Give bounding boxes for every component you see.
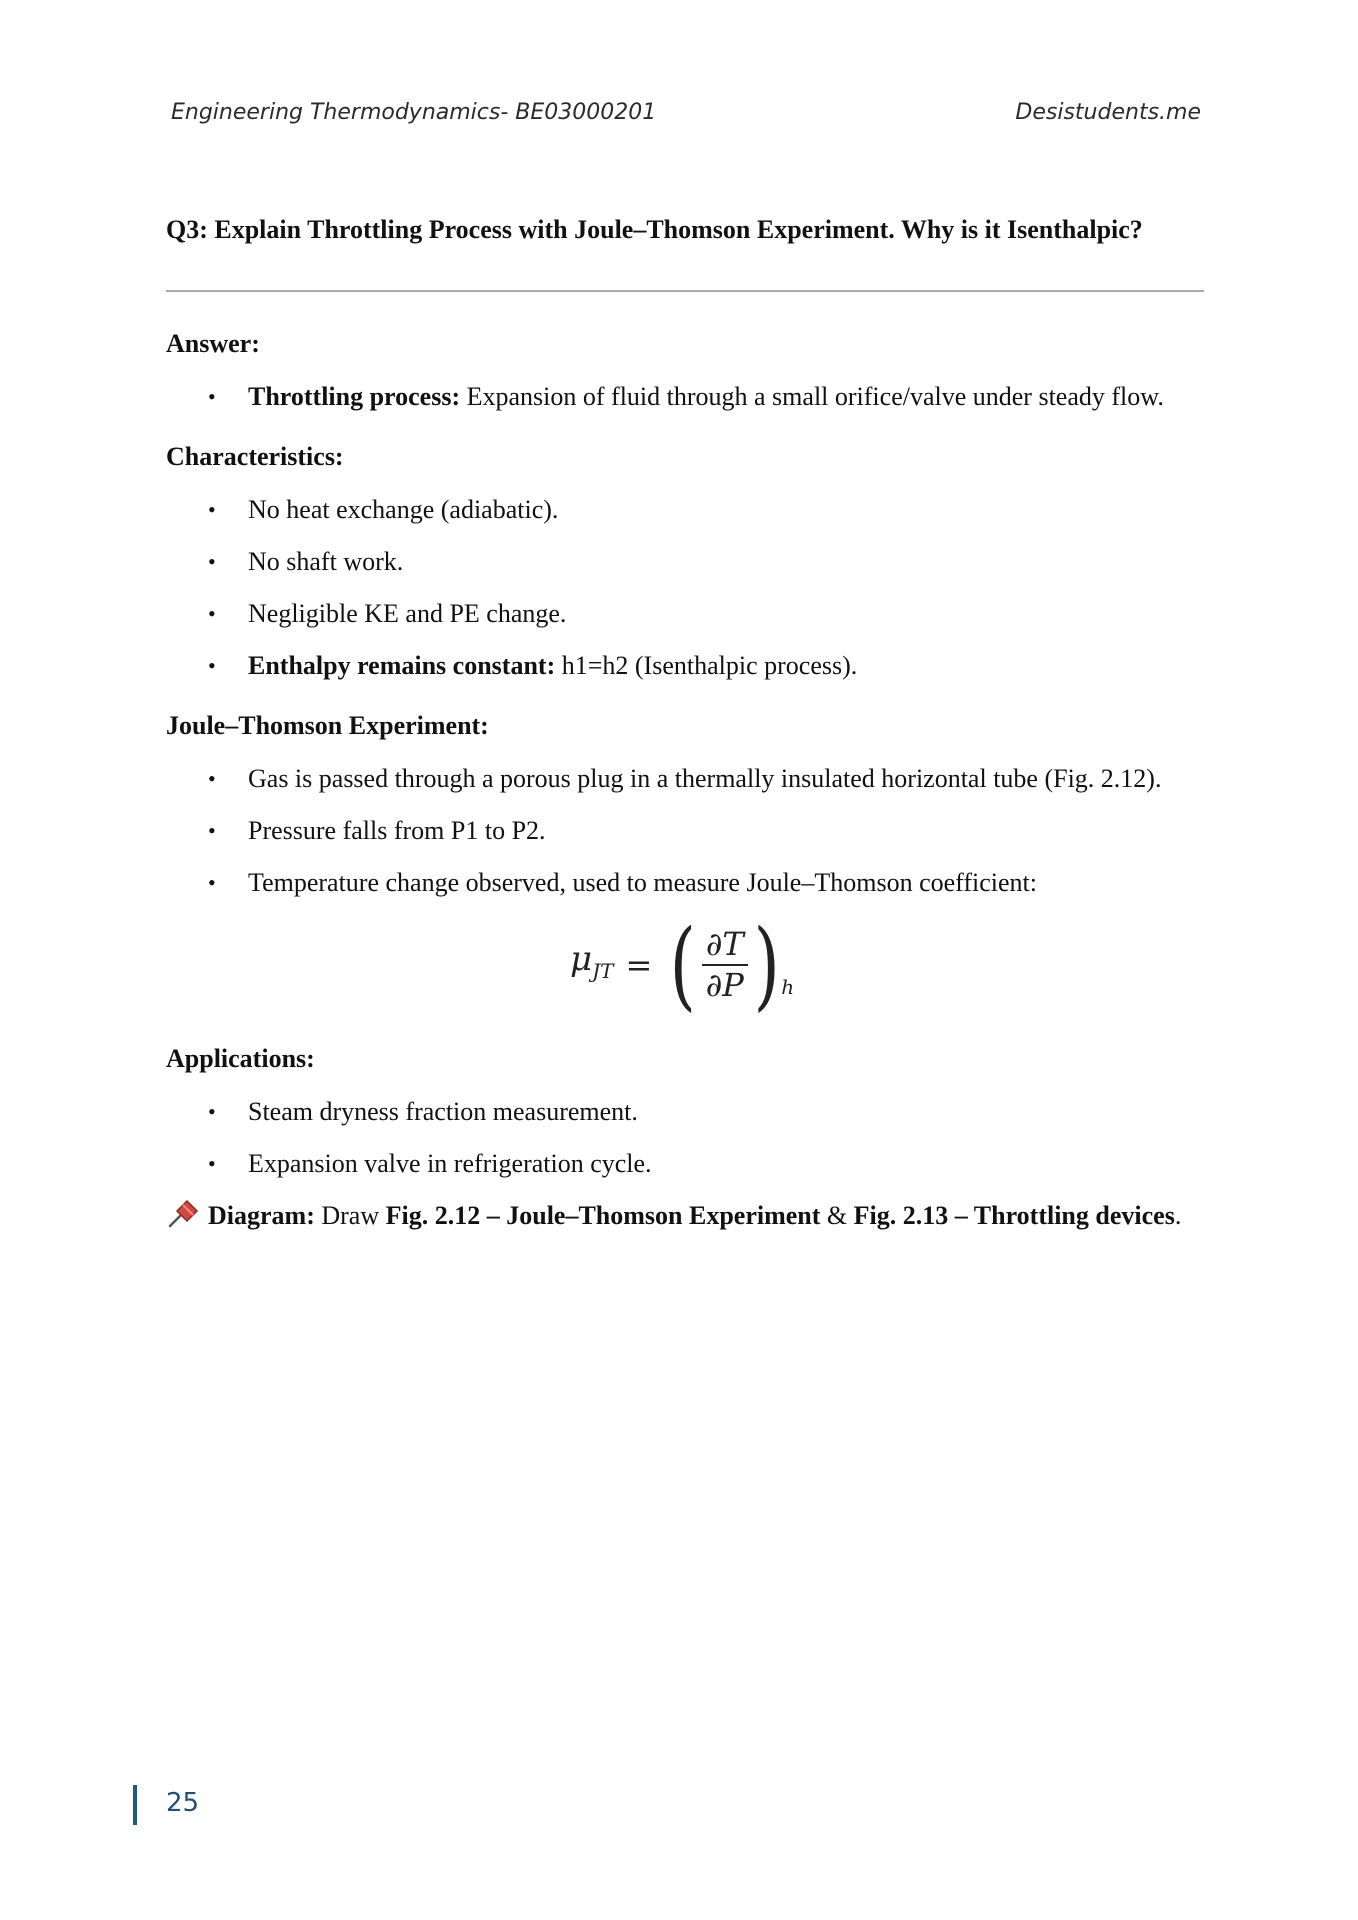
experiment-heading: Joule–Thomson Experiment: — [166, 711, 489, 740]
experiment-list — [166, 761, 1206, 900]
list-item — [166, 865, 1206, 900]
document-body — [166, 318, 1206, 1233]
item-text: Gas is passed through a porous plug in a thermally insulated horizontal tube (Fig. 2.12). — [248, 764, 1162, 793]
item-text: Negligible KE and PE change. — [248, 599, 567, 628]
bullet-icon: • — [208, 1151, 216, 1176]
item-text: Steam dryness fraction measurement. — [248, 1097, 638, 1126]
list-item — [166, 379, 1206, 414]
horizontal-rule — [166, 290, 1204, 292]
page-number-bar — [133, 1785, 137, 1825]
diagram-end: . — [1174, 1201, 1182, 1230]
bullet-icon: • — [208, 653, 216, 678]
item-text: Temperature change observed, used to measure Joule–Thomson coefficient: — [248, 868, 1037, 897]
item-bold-label: Enthalpy remains constant: — [248, 651, 556, 680]
bullet-icon: • — [208, 549, 216, 574]
list-item — [166, 648, 1206, 683]
question-heading: Q3: Explain Throttling Process with Joule–Thomson Experiment. Why is it Isenthalpic? — [166, 215, 1143, 244]
item-text: No shaft work. — [248, 547, 404, 576]
diagram-fig2: Fig. 2.13 – Throttling devices — [853, 1201, 1175, 1230]
answer-list — [166, 379, 1206, 414]
diagram-draw-text: Draw — [314, 1201, 386, 1230]
list-item — [166, 1094, 1206, 1129]
list-item — [166, 544, 1206, 579]
bullet-icon: • — [208, 818, 216, 843]
item-text: Pressure falls from P1 to P2. — [248, 816, 546, 845]
diagram-amp: & — [820, 1201, 854, 1230]
item-text: Expansion of fluid through a small orifice/valve under steady flow. — [460, 382, 1164, 411]
formula-lhs — [570, 938, 614, 989]
item-text: h1=h2 (Isenthalpic process). — [555, 651, 858, 680]
joule-thomson-formula — [570, 909, 795, 1021]
list-item — [166, 492, 1206, 527]
formula-lhs-subscript: JT — [592, 958, 614, 983]
characteristics-heading: Characteristics: — [166, 442, 344, 471]
bullet-icon: • — [208, 766, 216, 791]
item-text: No heat exchange (adiabatic). — [248, 495, 559, 524]
list-item — [166, 761, 1206, 796]
formula-numerator: ∂T — [705, 925, 744, 963]
bullet-icon: • — [208, 1099, 216, 1124]
header-title: Engineering Thermodynamics- BE03000201 — [171, 100, 657, 125]
pushpin-icon — [166, 1198, 200, 1228]
characteristics-list — [166, 492, 1206, 683]
list-item — [166, 1146, 1206, 1181]
formula-fraction — [702, 927, 748, 1003]
formula-subscript: h — [781, 975, 795, 999]
bullet-icon: • — [208, 497, 216, 522]
item-text: Expansion valve in refrigeration cycle. — [248, 1149, 652, 1178]
applications-list — [166, 1094, 1206, 1181]
formula-open-paren: ( — [669, 909, 697, 1021]
formula-denominator: ∂P — [705, 966, 744, 1004]
formula-close-paren: ) — [753, 909, 780, 1021]
list-item — [166, 813, 1206, 848]
diagram-label: Diagram: — [208, 1201, 315, 1230]
bullet-icon: • — [208, 870, 216, 895]
item-bold-label: Throttling process: — [248, 382, 461, 411]
header-site: Desistudents.me — [1015, 100, 1201, 125]
answer-heading: Answer: — [166, 329, 260, 358]
bullet-icon: • — [208, 384, 216, 409]
list-item — [166, 596, 1206, 631]
diagram-fig1: Fig. 2.12 – Joule–Thomson Experiment — [385, 1201, 821, 1230]
formula-block — [166, 909, 1206, 1025]
bullet-icon: • — [208, 601, 216, 626]
applications-heading: Applications: — [166, 1044, 315, 1073]
page-number: 25 — [166, 1788, 200, 1818]
formula-equals: = — [625, 945, 653, 984]
diagram-note — [166, 1198, 1206, 1233]
formula-mu: μ — [570, 938, 593, 979]
